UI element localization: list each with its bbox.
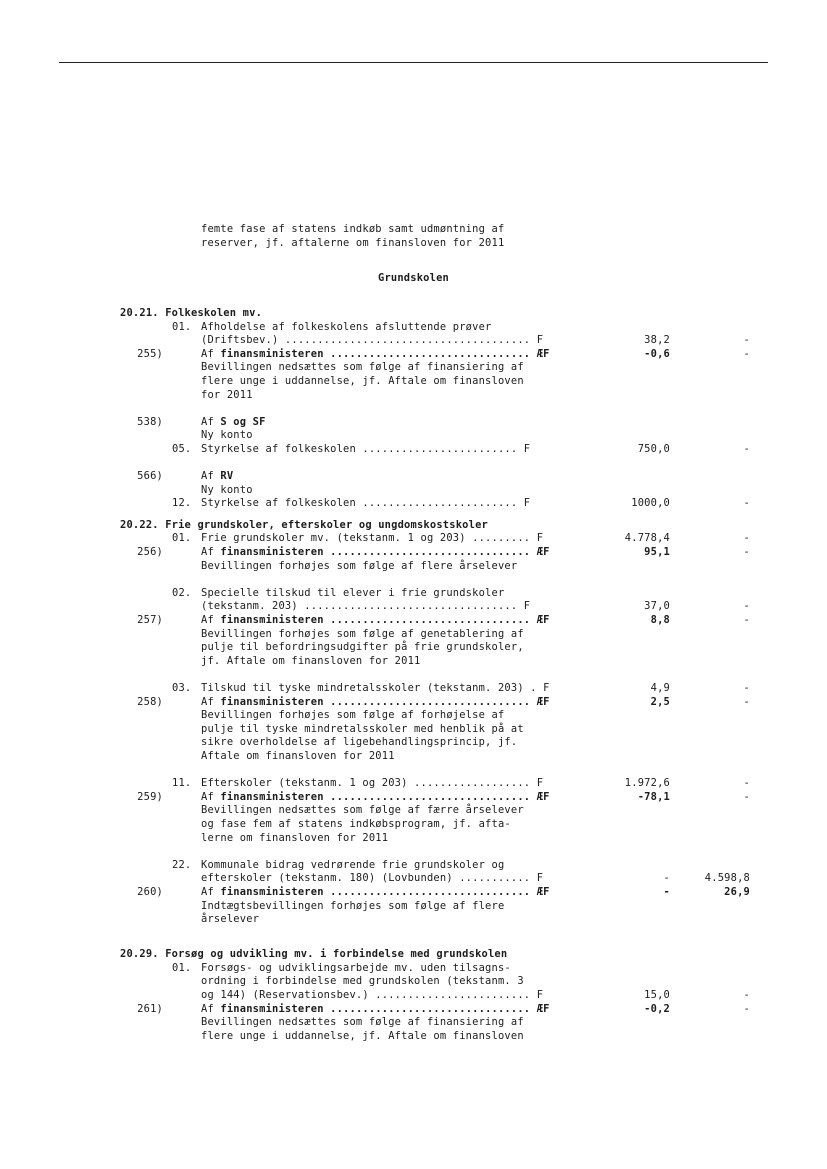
description: sikre overholdelse af ligebehandlingsprincip, jf. bbox=[201, 736, 518, 749]
amount: -78,1 bbox=[637, 790, 670, 803]
item-text: og 144) (Reservationsbev.) ........................ F bbox=[201, 989, 544, 1002]
item-number: 03. bbox=[172, 682, 192, 694]
amount: 15,0 bbox=[644, 989, 670, 1002]
amendment-line: Af finansministeren ............................... ÆF bbox=[201, 614, 550, 627]
item-number: 01. bbox=[172, 532, 192, 545]
amount: 1000,0 bbox=[631, 497, 670, 510]
amount: -0,6 bbox=[644, 347, 670, 360]
amount: - bbox=[743, 790, 750, 803]
amount: - bbox=[743, 989, 750, 1002]
reference-number: 257) bbox=[137, 614, 163, 627]
amount: - bbox=[743, 695, 750, 708]
reference-number: 256) bbox=[137, 546, 163, 559]
amendment-line: Af finansministeren ............................... ÆF bbox=[201, 695, 550, 708]
amount: - bbox=[743, 532, 750, 545]
description: flere unge i uddannelse, jf. Aftale om finansloven bbox=[201, 374, 524, 387]
amount: - bbox=[743, 600, 750, 613]
amount: 37,0 bbox=[644, 600, 670, 613]
item-number: 02. bbox=[172, 586, 192, 599]
description: og fase fem af statens indkøbsprogram, jf. afta- bbox=[201, 817, 511, 830]
amount: 8,8 bbox=[650, 614, 670, 627]
section-heading: 20.22. Frie grundskoler, efterskoler og ungdomskostskoler bbox=[120, 518, 488, 531]
document-body bbox=[0, 223, 827, 1043]
amount: - bbox=[663, 885, 670, 898]
intro-line: femte fase af statens indkøb samt udmøntning af bbox=[201, 223, 505, 235]
amount: - bbox=[743, 1002, 750, 1015]
amount: - bbox=[743, 442, 750, 455]
description: Ny konto bbox=[201, 483, 253, 496]
description: Aftale om finansloven for 2011 bbox=[201, 749, 395, 762]
amendment-line: Af finansministeren ............................... ÆF bbox=[201, 790, 550, 803]
reference-number: 255) bbox=[137, 347, 163, 360]
section-heading: 20.21. Folkeskolen mv. bbox=[120, 306, 263, 319]
item-number: 22. bbox=[172, 858, 192, 871]
item-text: ordning i forbindelse med grundskolen (tekstanm. 3 bbox=[201, 975, 524, 988]
reference-number: 258) bbox=[137, 695, 163, 708]
description: pulje til tyske mindretalsskoler med henblik på at bbox=[201, 722, 524, 735]
item-number: 11. bbox=[172, 777, 192, 790]
reference-number: 259) bbox=[137, 790, 163, 803]
item-text: Specielle tilskud til elever i frie grundskoler bbox=[201, 586, 505, 599]
amount: - bbox=[743, 347, 750, 360]
section-title: Grundskolen bbox=[377, 271, 449, 284]
item-text: Forsøgs- og udviklingsarbejde mv. uden tilsagns- bbox=[201, 961, 511, 974]
amount: 4.778,4 bbox=[624, 532, 670, 545]
amount: 2,5 bbox=[650, 695, 670, 708]
amount: -0,2 bbox=[644, 1002, 670, 1015]
description: for 2011 bbox=[201, 388, 253, 401]
item-text: Tilskud til tyske mindretalsskoler (tekstanm. 203) . F bbox=[201, 682, 550, 694]
description: lerne om finansloven for 2011 bbox=[201, 831, 389, 844]
amendment-line: Af finansministeren ............................... ÆF bbox=[201, 347, 550, 360]
amount: 95,1 bbox=[644, 546, 670, 559]
reference-number: 566) bbox=[137, 470, 163, 483]
item-number: 01. bbox=[172, 320, 192, 333]
description: Bevillingen forhøjes som følge af forhøjelse af bbox=[201, 709, 505, 722]
amendment-line: Af finansministeren ............................... ÆF bbox=[201, 1002, 550, 1015]
amount: 750,0 bbox=[637, 442, 670, 455]
item-text: (tekstanm. 203) ................................. F bbox=[201, 600, 531, 613]
item-text: Kommunale bidrag vedrørende frie grundskoler og bbox=[201, 858, 505, 871]
description: Bevillingen nedsættes som følge af færre årselever bbox=[201, 804, 524, 817]
item-text: Styrkelse af folkeskolen ........................ F bbox=[201, 497, 531, 510]
description: Bevillingen forhøjes som følge af genetablering af bbox=[201, 627, 524, 640]
amendment-line: Af S og SF bbox=[201, 415, 266, 428]
description: Bevillingen forhøjes som følge af flere årselever bbox=[201, 559, 518, 572]
item-text: Styrkelse af folkeskolen ........................ F bbox=[201, 442, 531, 455]
description: årselever bbox=[201, 913, 260, 926]
amount: - bbox=[743, 497, 750, 510]
amount: - bbox=[743, 614, 750, 627]
intro-line: reserver, jf. aftalerne om finansloven for 2011 bbox=[201, 236, 505, 249]
amount: 4,9 bbox=[650, 682, 670, 694]
amount: 4.598,8 bbox=[704, 872, 750, 885]
description: Ny konto bbox=[201, 429, 253, 442]
description: flere unge i uddannelse, jf. Aftale om finansloven bbox=[201, 1029, 524, 1042]
amount: - bbox=[743, 546, 750, 559]
amount: - bbox=[743, 682, 750, 694]
amount: 26,9 bbox=[724, 885, 750, 898]
reference-number: 261) bbox=[137, 1002, 163, 1015]
amendment-line: Af finansministeren ............................... ÆF bbox=[201, 546, 550, 559]
item-text: Frie grundskoler mv. (tekstanm. 1 og 203) ......... F bbox=[201, 532, 544, 545]
description: Indtægtsbevillingen forhøjes som følge af flere bbox=[201, 899, 505, 912]
amount: 1.972,6 bbox=[624, 777, 670, 790]
amendment-line: Af RV bbox=[201, 470, 234, 483]
amount: - bbox=[743, 777, 750, 790]
amendment-line: Af finansministeren ............................... ÆF bbox=[201, 885, 550, 898]
reference-number: 260) bbox=[137, 885, 163, 898]
item-text: Afholdelse af folkeskolens afsluttende prøver bbox=[201, 320, 492, 333]
description: Bevillingen nedsættes som følge af finansiering af bbox=[201, 361, 524, 374]
item-text: (Driftsbev.) ...................................... F bbox=[201, 334, 544, 347]
description: jf. Aftale om finansloven for 2011 bbox=[201, 654, 421, 667]
description: Bevillingen nedsættes som følge af finansiering af bbox=[201, 1016, 524, 1029]
amount: - bbox=[743, 334, 750, 347]
item-text: efterskoler (tekstanm. 180) (Lovbunden) ........... F bbox=[201, 872, 544, 885]
reference-number: 538) bbox=[137, 415, 163, 428]
amount: 38,2 bbox=[644, 334, 670, 347]
item-number: 01. bbox=[172, 961, 192, 974]
item-text: Efterskoler (tekstanm. 1 og 203) .................. F bbox=[201, 777, 544, 790]
header-rule bbox=[59, 62, 768, 63]
item-number: 12. bbox=[172, 497, 192, 510]
description: pulje til befordringsudgifter på frie grundskoler, bbox=[201, 641, 524, 654]
amount: - bbox=[663, 872, 670, 885]
item-number: 05. bbox=[172, 442, 192, 455]
section-heading: 20.29. Forsøg og udvikling mv. i forbindelse med grundskolen bbox=[120, 948, 508, 961]
